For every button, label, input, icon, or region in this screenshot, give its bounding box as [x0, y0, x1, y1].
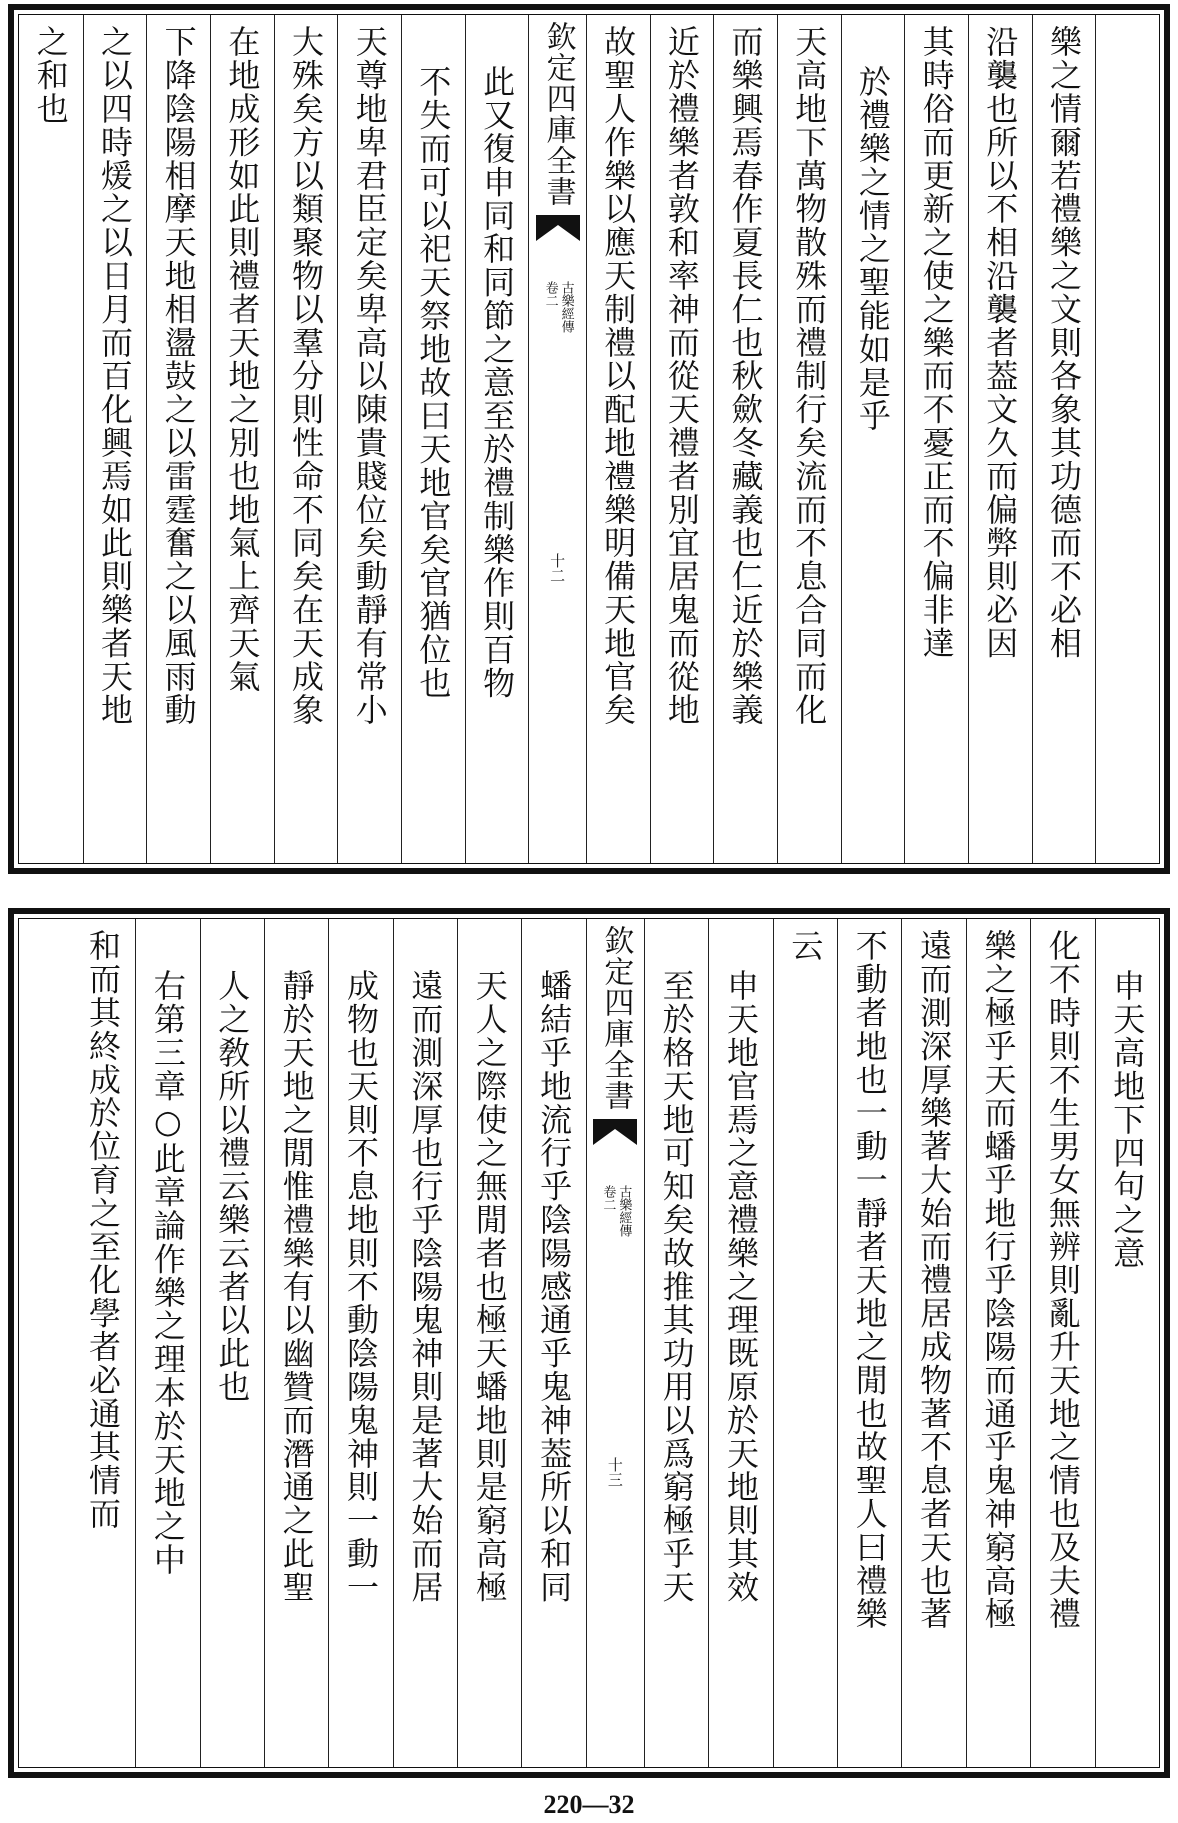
text-column: 沿襲也所以不相沿襲者葢文久而偏弊則必因 [968, 15, 1032, 863]
volume-label: 卷二 [542, 281, 558, 307]
text-column: 靜於天地之閒惟禮樂有以幽贊而潛通之此聖 [264, 919, 328, 1767]
bottom-page-frame [18, 918, 1160, 1768]
fold-subtitle [600, 1185, 630, 1237]
section-title: 古樂經傳 [616, 1185, 632, 1237]
fishtail-mark-icon [536, 215, 580, 241]
text-column: 右第三章○此章論作樂之理本於天地之中 [135, 919, 199, 1767]
book-title: 欽定四庫全書 [540, 21, 576, 207]
text-column: 於禮樂之情之聖能如是乎 [841, 15, 905, 863]
text-column: 在地成形如此則禮者天地之別也地氣上齊天氣 [210, 15, 274, 863]
book-title: 欽定四庫全書 [598, 925, 634, 1111]
text-column: 不動者地也一動一靜者天地之閒也故聖人曰禮樂 [837, 919, 901, 1767]
text-column: 遠而測深厚也行乎陰陽鬼神則是著大始而居 [393, 919, 457, 1767]
text-column: 不失而可以祀天祭地故曰天地官矣官猶位也 [401, 15, 465, 863]
fold-subtitle [543, 281, 573, 333]
text-column: 下降陰陽相摩天地相盪鼔之以雷霆奮之以風雨動 [146, 15, 210, 863]
fishtail-mark-icon [593, 1119, 637, 1145]
text-column: 申天高地下四句之意 [1095, 919, 1159, 1767]
text-column: 之和也 [31, 25, 70, 126]
leaf-number: 十三 [605, 1457, 624, 1487]
text-column: 故聖人作樂以應天制禮以配地禮樂明備天地官矣 [586, 15, 650, 863]
text-column: 天高地下萬物散殊而禮制行矣流而不息合同而化 [777, 15, 841, 863]
text-column: 人之敎所以禮云樂云者以此也 [200, 919, 264, 1767]
text-column: 之以四時煖之以日月而百化興焉如此則樂者天地 [83, 15, 147, 863]
leaf-number: 十二 [548, 553, 567, 583]
text-column: 近於禮樂者敦和率神而從天禮者別宜居鬼而從地 [650, 15, 714, 863]
top-page-columns [19, 15, 1159, 863]
fold-column [586, 919, 644, 1767]
top-page-frame [18, 14, 1160, 864]
text-column: 成物也天則不息地則不動陰陽鬼神則一動一 [328, 919, 392, 1767]
text-column: 蟠結乎地流行乎陰陽感通乎鬼神葢所以和同 [521, 919, 585, 1767]
text-column: 云 [773, 919, 837, 1767]
text-column: 樂之極乎天而蟠乎地行乎陰陽而通乎鬼神窮高極 [966, 919, 1030, 1767]
text-column: 樂之情爾若禮樂之文則各象其功德而不必相 [1032, 15, 1096, 863]
text-column: 天尊地卑君臣定矣卑高以陳貴賤位矣動靜有常小 [337, 15, 401, 863]
text-column: 遠而測深厚樂著大始而禮居成物著不息者天也著 [901, 919, 965, 1767]
top-page [8, 4, 1170, 874]
bottom-page-columns [19, 919, 1159, 1767]
text-column: 大殊矣方以類聚物以羣分則性命不同矣在天成象 [274, 15, 338, 863]
volume-label: 卷二 [600, 1185, 616, 1211]
text-column: 和而其終成於位育之至化學者必通其情而 [83, 929, 122, 1531]
fold-column [528, 15, 585, 863]
text-column: 化不時則不生男女無辨則亂升天地之情也及夫禮 [1030, 919, 1094, 1767]
bottom-page [8, 908, 1170, 1778]
text-column: 其時俗而更新之使之樂而不憂正而不偏非達 [904, 15, 968, 863]
text-column: 此又復申同和同節之意至於禮制樂作則百物 [465, 15, 529, 863]
text-column: 至於格天地可知矣故推其功用以爲窮極乎天 [644, 919, 708, 1767]
text-column: 申天地官焉之意禮樂之理既原於天地則其效 [708, 919, 772, 1767]
folio-number: 220—32 [543, 1790, 635, 1819]
text-column: 而樂興焉春作夏長仁也秋歛冬藏義也仁近於樂義 [713, 15, 777, 863]
section-title: 古樂經傳 [558, 281, 574, 333]
text-column: 天人之際使之無閒者也極天蟠地則是窮高極 [457, 919, 521, 1767]
text-column [1095, 15, 1159, 863]
